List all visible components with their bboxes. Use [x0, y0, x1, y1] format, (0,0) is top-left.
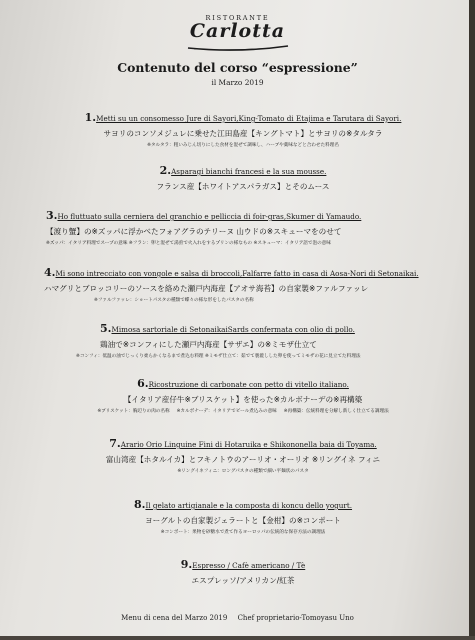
course-italian: Ho fluttuato sulla cerniera del granchio e pelliccia di foir-gras,Skumer di Yamaudo.: [57, 212, 362, 221]
course-notes: [46, 240, 446, 246]
course-italian: Metti su un consomesso Jure di Sayori,King-Tomato di Etajima e Tarutara di Sayori.: [96, 114, 402, 123]
course-number: 4.: [44, 266, 56, 279]
course-italian: Espresso / Cafè americano / Tè: [192, 561, 306, 570]
menu-title: Contenuto del corso “espressione”: [117, 60, 358, 75]
course-japanese: 鶏油で※コンフィにした瀬戸内海産【サザエ】の※ミモザ仕立て: [100, 340, 317, 349]
course-note: ※カルボナーデ：イタリアでビール煮込みの意味: [176, 409, 277, 414]
course-note: ※リングイネフィニ：ロングパスタの種類で細い平麺状のパスタ: [177, 469, 309, 474]
course-japanese: 【渡り蟹】の※ズッパに浮かべたフォアグラのテリーヌ 山ウドの※スキューマをのせて: [46, 227, 342, 236]
course-notes: [76, 353, 440, 359]
course-italian: Mimosa sartoriale di SetonaikaiSards confermata con olio di pollo.: [111, 325, 355, 334]
course-japanese: フランス産【ホワイトアスパラガス】とそのムース: [156, 182, 330, 191]
course-italian: Il gelato artigianale e la composta di koncu dello yogurt.: [145, 501, 353, 510]
course-number: 9.: [180, 558, 193, 571]
menu-subtitle: il Marzo 2019: [211, 78, 264, 87]
course-italian: Ricostruzione di carbonate con petto di vitello italiano.: [148, 380, 349, 389]
menu-footer: [0, 614, 475, 622]
restaurant-logo: Carlotta: [189, 20, 286, 42]
course-number: 1.: [84, 111, 97, 124]
course-6: [28, 372, 458, 414]
course-japanese: サヨリのコンソメジュレに乗せた江田島産【キングトマト】とサヨリの※タルタラ: [103, 129, 383, 138]
restaurant-logo-small-text: RISTORANTE: [205, 14, 270, 22]
course-japanese: エスプレッソ/アメリカン/紅茶: [191, 576, 295, 585]
course-number: 2.: [159, 164, 172, 177]
course-italian: Asparagi bianchi francesi e la sua mousse.: [171, 167, 327, 176]
course-notes: [28, 408, 458, 414]
course-note: ※ブリスケット：胸辺りの肉の名称: [97, 409, 170, 414]
course-note: ※ファルファッレ：ショートパスタの種類で蝶々の様な形をしたパスタの名称: [94, 298, 254, 303]
course-number: 7.: [109, 437, 121, 450]
course-japanese: ハマグリとブロッコリーのソースを絡めた瀬戸内海産【アオサ海苔】の自家製※ファルファッレ: [44, 284, 369, 293]
course-japanese: 【イタリア産仔牛※ブリスケット】を使った※カルボナーデの※再構築: [123, 395, 363, 404]
course-italian: Mi sono intrecciato con vongole e salsa di broccoli,Falfarre fatto in casa di Aosa-Nori di Setonaikai.: [55, 269, 419, 278]
course-number: 3.: [46, 209, 58, 222]
course-8: [28, 493, 458, 535]
course-note: ※ミモザ仕立て：茹でて裏漉しした卵を使ってミモザの花に見立てた料理法: [204, 354, 361, 359]
course-japanese: 富山湾産【ホタルイカ】とフキノトウのアーリオ・オーリオ ※リングイネ フィニ: [105, 455, 381, 464]
course-japanese: ヨーグルトの自家製ジェラートと【金柑】の※コンポート: [145, 516, 341, 525]
course-number: 5.: [100, 322, 112, 335]
course-1: [28, 106, 458, 148]
course-note: ※フラン：卵と混ぜて湯煎で火入れをするプリンの様なもの: [128, 241, 253, 246]
course-note: ※コンポート：果物を砂糖水で煮て作るヨーロッパの伝統的な保存方法の調理法: [160, 530, 326, 535]
course-note: ※スキューマ：イタリア語で泡の意味: [253, 241, 331, 246]
course-note: ※ズッパ：イタリア料理でスープの意味: [46, 241, 128, 246]
course-3: [46, 204, 446, 246]
course-4: [44, 261, 454, 303]
logo-swash-icon: [186, 42, 290, 52]
course-9: [28, 553, 458, 586]
course-number: 8.: [133, 498, 146, 511]
course-number: 6.: [137, 377, 149, 390]
footer-menu-date: Menu di cena del Marzo 2019: [121, 614, 228, 622]
course-note: ※再構築：伝統料理を分解し新しく仕立てる調理法: [283, 409, 389, 414]
course-note: ※コンフィ：低温の油でじっくり柔らかくなるまで煮込む料理: [76, 354, 204, 359]
course-italian: Arario Orio Linguine Fini di Hotaruika e Shikononella baia di Toyama.: [120, 440, 377, 449]
course-note: ※タルタラ：粗いみじん切りにした食材を混ぜて調味し、ハーブや薬味などと合わせた料理名: [147, 143, 339, 148]
background-edge-bottom: [0, 636, 475, 640]
course-2: [28, 159, 458, 192]
background-edge: [469, 0, 475, 640]
footer-chef: Chef proprietario-Tomoyasu Uno: [237, 614, 354, 622]
course-5: [76, 317, 440, 359]
course-7: [28, 432, 458, 474]
